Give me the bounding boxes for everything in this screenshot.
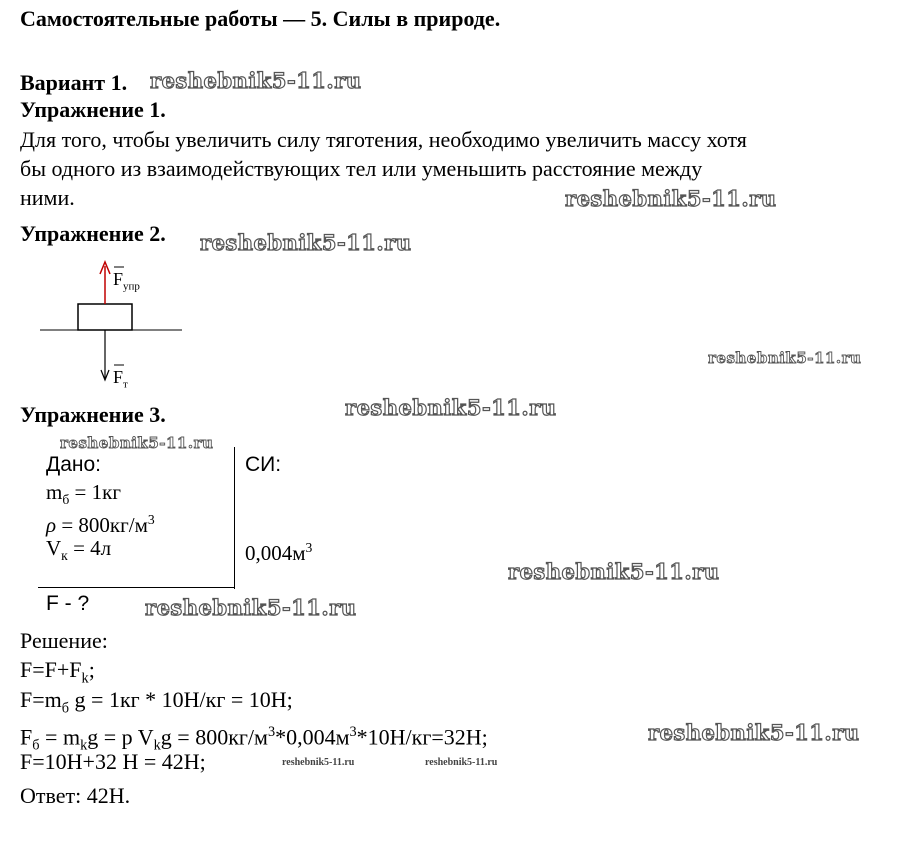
- watermark: reshebnik5-11.ru: [282, 757, 355, 768]
- watermark: reshebnik5-11.ru: [345, 395, 557, 420]
- watermark: reshebnik5-11.ru: [60, 434, 214, 452]
- variant-heading: Вариант 1.: [20, 70, 128, 95]
- exercise-1-line-3: ними.: [20, 185, 75, 210]
- given-mass: $m_б = 1кг$: [46, 480, 121, 508]
- table-horizontal-divider: [38, 587, 235, 588]
- find-value: F - ?: [46, 592, 90, 615]
- elastic-force-label: $F_{упр}$: [113, 269, 140, 293]
- exercise-2-heading: Упражнение 2.: [20, 221, 166, 246]
- solution-label: Решение:: [20, 628, 108, 653]
- solution-line-1: $F=F+F_k$;: [20, 657, 95, 687]
- given-label: Дано:: [46, 453, 102, 476]
- given-density: $\rho = 800кг/м^3$: [46, 512, 155, 537]
- exercise-1-heading: Упражнение 1.: [20, 97, 166, 122]
- gravity-force-label: $F_т$: [113, 367, 128, 391]
- answer: Ответ: 42Н.: [20, 783, 131, 808]
- given-volume: $V_к = 4л$: [46, 536, 112, 564]
- solution-line-2: $F=m_б$ g = 1кг * 10Н/кг = 10Н;: [20, 687, 293, 717]
- force-diagram: [0, 250, 200, 395]
- solution-line-3: $F_б = m_kg = p$ $V_kg = 800кг/м^3*0,004м^3*10Н/кг=32Н$;: [20, 724, 488, 754]
- si-volume: $0,004м^3$: [245, 540, 313, 565]
- watermark: reshebnik5-11.ru: [565, 186, 777, 211]
- watermark: reshebnik5-11.ru: [708, 349, 862, 367]
- exercise-3-heading: Упражнение 3.: [20, 402, 166, 427]
- watermark: reshebnik5-11.ru: [200, 230, 412, 255]
- watermark: reshebnik5-11.ru: [508, 559, 720, 584]
- watermark: reshebnik5-11.ru: [145, 595, 357, 620]
- watermark: reshebnik5-11.ru: [150, 68, 362, 93]
- si-label: СИ:: [245, 453, 282, 476]
- watermark: reshebnik5-11.ru: [425, 757, 498, 768]
- exercise-1-line-2: бы одного из взаимодействующих тел или уменьшить расстояние между: [20, 156, 703, 181]
- block: [78, 304, 132, 330]
- page-title: Самостоятельные работы — 5. Силы в природе.: [20, 6, 501, 31]
- watermark: reshebnik5-11.ru: [648, 720, 860, 745]
- solution-line-4: F=10Н+32 Н = 42Н;: [20, 749, 206, 774]
- table-vertical-divider: [234, 447, 235, 589]
- exercise-1-line-1: Для того, чтобы увеличить силу тяготения, необходимо увеличить массу хотя: [20, 127, 747, 152]
